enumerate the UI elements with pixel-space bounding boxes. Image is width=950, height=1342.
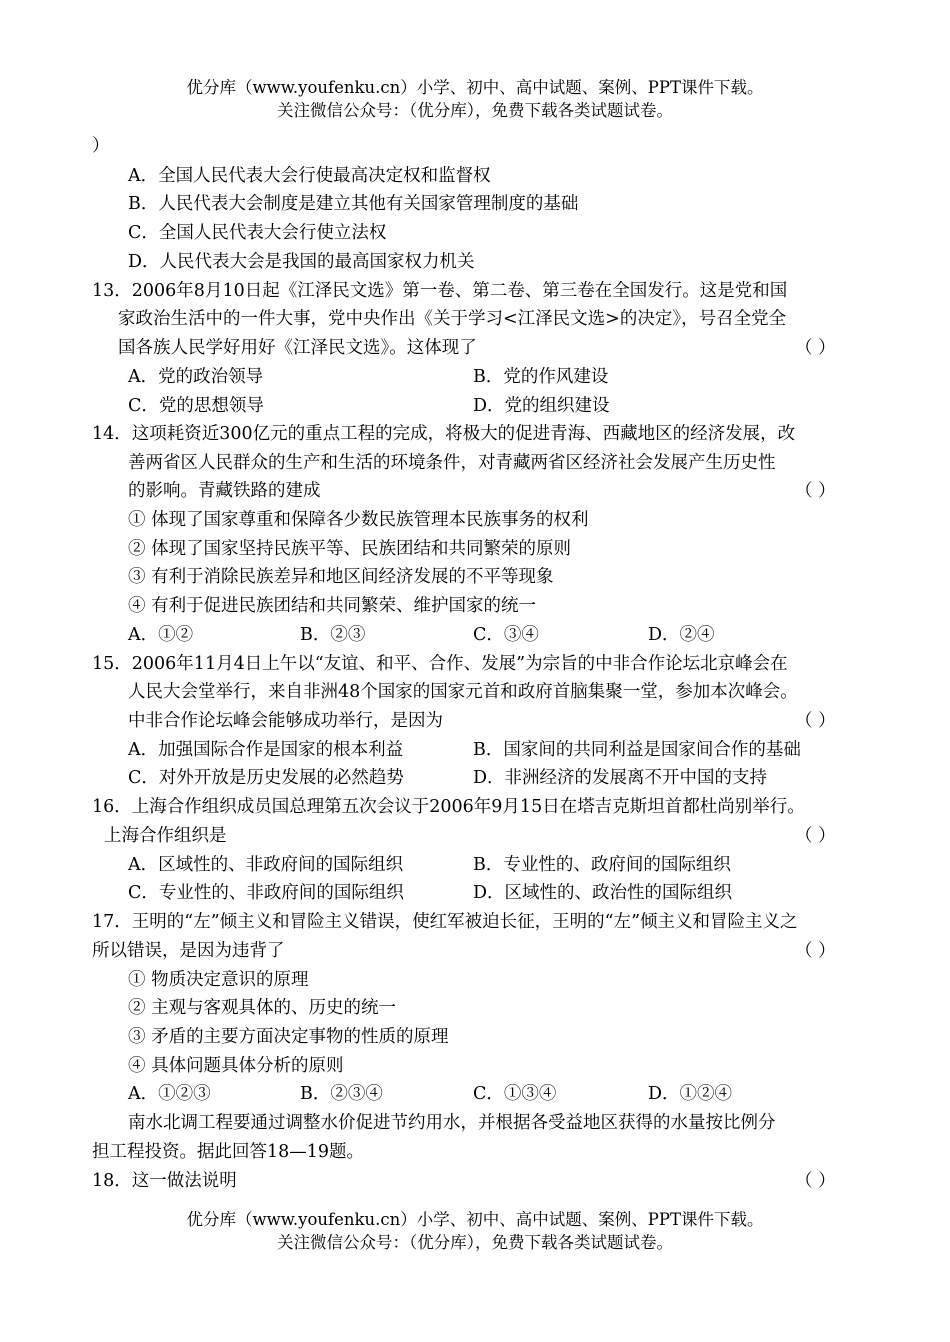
q15-option-a: A．加强国际合作是国家的根本利益 [128,740,404,760]
q14-stem-line-3: 的影响。青藏铁路的建成 [128,481,321,501]
q14-item-1: ① 体现了国家尊重和保障各少数民族管理本民族事务的权利 [128,510,589,530]
q16-option-a: A．区域性的、非政府间的国际组织 [128,855,404,875]
q17-option-d: D．①②④ [648,1084,733,1104]
q17-item-2: ② 主观与客观具体的、历史的统一 [128,998,397,1018]
page-header-line-1: 优分库（www.youfenku.cn）小学、初中、高中试题、案例、PPT课件下载。 [186,78,764,97]
q17-item-1: ① 物质决定意识的原理 [128,970,309,990]
q15-stem-line-1: 15．2006年11月4日上午以“友谊、和平、合作、发展”为宗旨的中非合作论坛北京峰会在 [92,654,788,674]
q13-option-b: B．党的作风建设 [473,367,609,387]
q18-stem: 18．这一做法说明 [92,1171,237,1191]
q13-option-d: D．党的组织建设 [473,396,610,416]
q13-stem-line-3: 国各族人民学好用好《江泽民文选》。这体现了 [118,338,477,358]
q15-option-b: B．国家间的共同利益是国家间合作的基础 [473,740,801,760]
prev-option-d: D．人民代表大会是我国的最高国家权力机关 [128,252,475,272]
q14-option-a: A．①② [128,625,194,645]
q15-answer-paren: （ ） [795,711,836,731]
q16-option-c: C．专业性的、非政府间的国际组织 [128,883,404,903]
q18-answer-paren: （ ） [795,1171,836,1191]
q17-option-b: B．②③④ [300,1084,383,1104]
q17-stem-line-2: 所以错误，是因为违背了 [92,941,285,961]
q14-item-3: ③ 有利于消除民族差异和地区间经济发展的不平等现象 [128,567,554,587]
prev-option-c: C．全国人民代表大会行使立法权 [128,223,387,243]
page-footer-line-1: 优分库（www.youfenku.cn）小学、初中、高中试题、案例、PPT课件下载。 [186,1210,764,1229]
q14-item-2: ② 体现了国家坚持民族平等、民族团结和共同繁荣的原则 [128,539,572,559]
page-footer-line-2: 关注微信公众号：（优分库），免费下载各类试题试卷。 [277,1233,673,1252]
prev-option-a: A．全国人民代表大会行使最高决定权和监督权 [128,166,491,186]
q14-option-c: C．③④ [473,625,539,645]
q17-option-a: A．①②③ [128,1084,211,1104]
stem-18-19-line-2: 担工程投资。据此回答18—19题。 [92,1142,365,1162]
page-header-line-2: 关注微信公众号：（优分库），免费下载各类试题试卷。 [277,101,673,120]
q14-answer-paren: （ ） [795,481,836,501]
q17-item-4: ④ 具体问题具体分析的原则 [128,1056,344,1076]
q13-option-c: C．党的思想领导 [128,396,264,416]
q13-option-a: A．党的政治领导 [128,367,264,387]
q16-option-d: D．区域性的、政治性的国际组织 [473,883,733,903]
q14-option-b: B．②③ [300,625,366,645]
q16-answer-paren: （ ） [795,826,836,846]
q13-stem-line-2: 家政治生活中的一件大事，党中央作出《关于学习<江泽民文选>的决定》，号召全党全 [118,309,787,329]
prev-question-tail: ） [92,136,110,156]
q13-answer-paren: （ ） [795,338,836,358]
q16-option-b: B．专业性的、政府间的国际组织 [473,855,731,875]
q15-option-c: C．对外开放是历史发展的必然趋势 [128,768,404,788]
stem-18-19-line-1: 南水北调工程要通过调整水价促进节约用水，并根据各受益地区获得的水量按比例分 [128,1113,776,1133]
q14-stem-line-2: 善两省区人民群众的生产和生活的环境条件，对青藏两省区经济社会发展产生历史性 [128,453,776,473]
q14-item-4: ④ 有利于促进民族团结和共同繁荣、维护国家的统一 [128,596,537,616]
q17-answer-paren: （ ） [795,941,836,961]
q15-stem-line-2: 人民大会堂举行，来自非洲48个国家的国家元首和政府首脑集聚一堂，参加本次峰会。 [128,682,798,702]
q15-option-d: D．非洲经济的发展离不开中国的支持 [473,768,768,788]
q15-stem-line-3: 中非合作论坛峰会能够成功举行，是因为 [128,711,443,731]
q17-stem-line-1: 17．王明的“左”倾主义和冒险主义错误，使红军被迫长征，王明的“左”倾主义和冒险主义之 [92,912,798,932]
q17-option-c: C．①③④ [473,1084,557,1104]
q14-stem-line-1: 14．这项耗资近300亿元的重点工程的完成，将极大的促进青海、西藏地区的经济发展，改 [92,424,796,444]
q14-option-d: D．②④ [648,625,715,645]
prev-option-b: B．人民代表大会制度是建立其他有关国家管理制度的基础 [128,194,579,214]
q13-stem-line-1: 13．2006年8月10日起《江泽民文选》第一卷、第二卷、第三卷在全国发行。这是党和国 [92,281,788,301]
q17-item-3: ③ 矛盾的主要方面决定事物的性质的原理 [128,1027,449,1047]
q16-stem-line-1: 16．上海合作组织成员国总理第五次会议于2006年9月15日在塔吉克斯坦首都杜尚别举行。 [92,797,805,817]
q16-stem-line-2: 上海合作组织是 [104,826,227,846]
